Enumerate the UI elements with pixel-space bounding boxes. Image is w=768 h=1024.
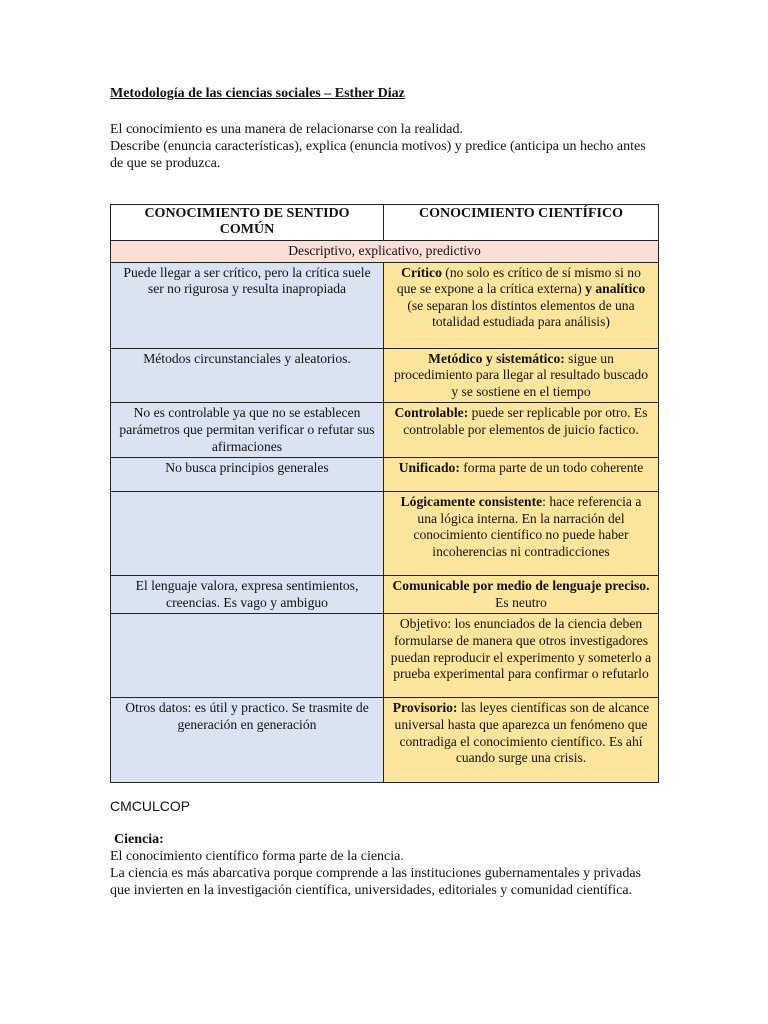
common-knowledge-cell	[111, 614, 384, 698]
common-knowledge-cell: No es controlable ya que no se establecen parámetros que permitan verificar o refutar sus afirmaciones	[111, 403, 384, 458]
trait-description: forma parte de un todo coherente	[459, 460, 644, 476]
table-row	[111, 614, 659, 698]
common-knowledge-cell: Métodos circunstanciales y aleatorios.	[111, 348, 384, 403]
trait-description: : hace referencia a una lógica interna. En la narración del conocimiento científico no puede haber incoherencias ni contradicciones	[413, 494, 642, 559]
trait-description: las leyes científicas son de alcance universal hasta que aparezca un fenómeno que contradiga el conocimiento científico. Es ahí cuando surge una crisis.	[394, 700, 650, 766]
table-row	[111, 698, 659, 783]
trait-term: Comunicable por medio de lenguaje preciso.	[392, 578, 650, 594]
trait-term: Crítico	[401, 264, 442, 280]
trait-description: Es neutro	[495, 594, 547, 610]
common-knowledge-cell	[111, 492, 384, 576]
section-paragraph: El conocimiento científico forma parte de la ciencia.	[110, 849, 404, 864]
scientific-knowledge-cell	[384, 698, 659, 783]
scientific-knowledge-cell	[384, 458, 659, 492]
ciencia-section	[110, 831, 655, 899]
intro-line: Describe (enuncia características), explica (enuncia motivos) y predice (anticipa un hecho antes de que se produzca.	[110, 139, 646, 171]
shared-traits-cell: Descriptivo, explicativo, predictivo	[111, 241, 659, 263]
scientific-knowledge-cell	[384, 262, 659, 348]
header-common-knowledge: CONOCIMIENTO DE SENTIDO COMÚN	[111, 205, 384, 241]
trait-description: sigue un procedimiento para llegar al resultado buscado y se sostiene en el tiempo	[393, 350, 649, 399]
table-row	[111, 492, 659, 576]
table-row	[111, 348, 659, 403]
intro-line: El conocimiento es una manera de relacionarse con la realidad.	[110, 122, 463, 137]
acronym-text: CMCULCOP	[110, 798, 191, 814]
common-knowledge-cell: El lenguaje valora, expresa sentimientos, creencias. Es vago y ambiguo	[111, 576, 384, 614]
trait-description: puede ser replicable por otro. Es controlable por elementos de juicio factico.	[403, 405, 648, 437]
trait-description: (no solo es crítico de sí mismo si no que se expone a la crítica externa)	[396, 264, 641, 297]
section-heading: Ciencia:	[114, 832, 164, 847]
trait-term: Controlable:	[394, 405, 469, 421]
table-row	[111, 262, 659, 348]
scientific-knowledge-cell	[384, 403, 659, 458]
common-knowledge-cell: Puede llegar a ser crítico, pero la crítica suele ser no rigurosa y resulta inapropiada	[111, 262, 384, 348]
header-scientific-knowledge: CONOCIMIENTO CIENTÍFICO	[384, 205, 659, 241]
trait-description: Objetivo: los enunciados de la ciencia deben formularse de manera que otros investigadores puedan reproducir el experimento y someterlo a prueba experimental para confirmar o refutarlo	[390, 616, 652, 682]
scientific-knowledge-cell	[384, 576, 659, 614]
document-title: Metodología de las ciencias sociales – Esther Diaz	[110, 86, 405, 101]
common-knowledge-cell: Otros datos: es útil y practico. Se trasmite de generación en generación	[111, 698, 384, 783]
trait-term: Metódico y sistemático:	[428, 350, 565, 366]
scientific-knowledge-cell	[384, 348, 659, 403]
intro-text	[110, 121, 650, 172]
trait-description: (se separan los distintos elementos de una totalidad estudiada para análisis)	[407, 297, 635, 330]
trait-term: Unificado:	[398, 460, 460, 476]
scientific-knowledge-cell	[384, 492, 659, 576]
comparison-table	[110, 204, 659, 783]
shared-traits-row	[111, 241, 659, 263]
table-row	[111, 458, 659, 492]
table-row	[111, 403, 659, 458]
section-paragraph: La ciencia es más abarcativa porque comprende a las instituciones gubernamentales y privadas que invierten en la investigación científica, universidades, editoriales y comunidad científica.	[110, 866, 642, 898]
trait-term: Provisorio:	[392, 700, 458, 716]
common-knowledge-cell: No busca principios generales	[111, 458, 384, 492]
trait-term: y analítico	[585, 281, 646, 297]
trait-term: Lógicamente consistente	[400, 494, 543, 510]
table-row	[111, 576, 659, 614]
table-header-row	[111, 205, 659, 241]
scientific-knowledge-cell	[384, 614, 659, 698]
